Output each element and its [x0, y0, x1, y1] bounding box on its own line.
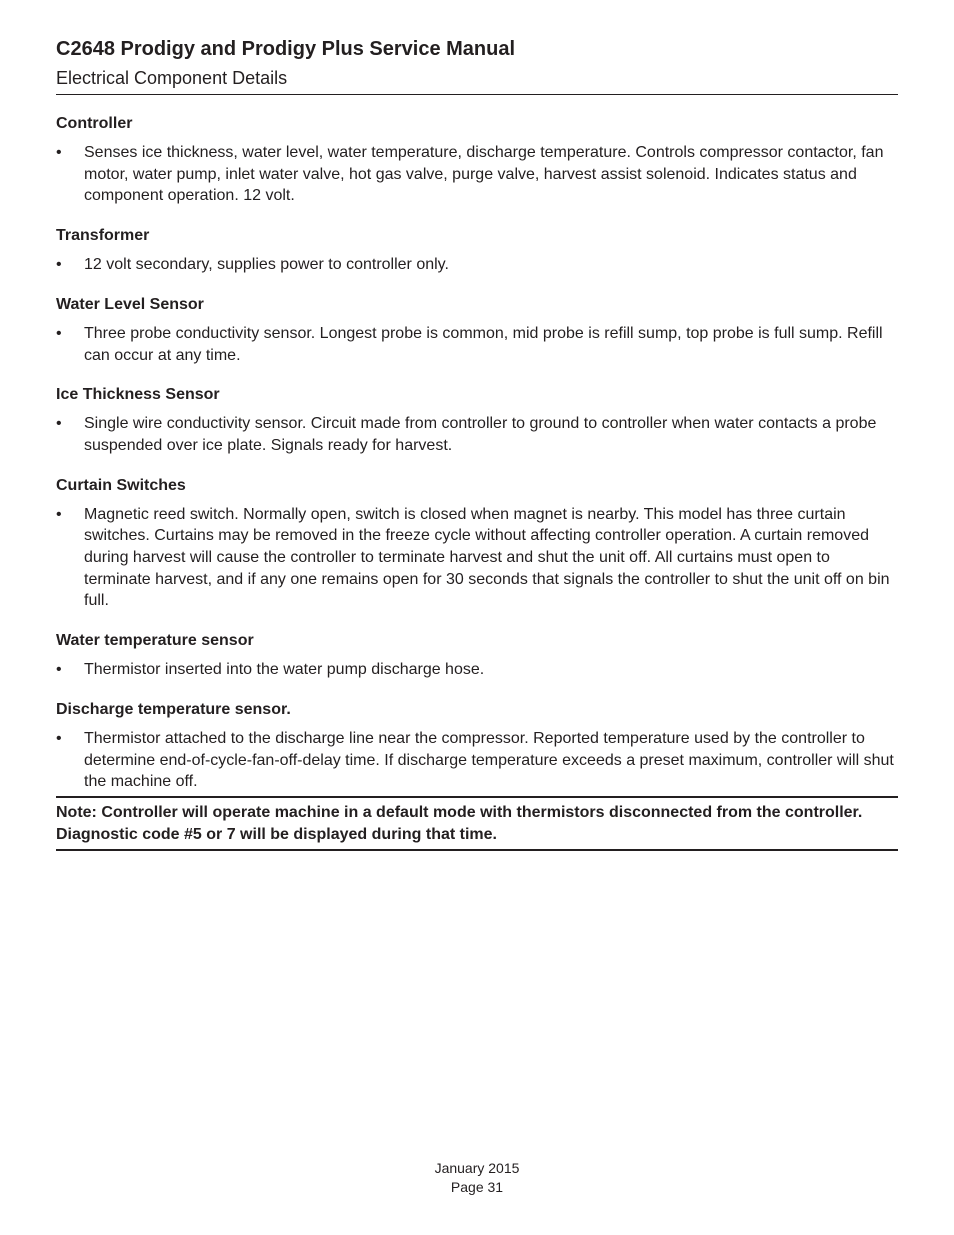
list-item-text: Single wire conductivity sensor. Circuit made from controller to ground to controller when water contacts a probe suspended over ice plate. Signals ready for harvest. [84, 415, 877, 454]
list-item [56, 142, 898, 207]
list-item-text: 12 volt secondary, supplies power to controller only. [84, 256, 449, 274]
section-heading: Discharge temperature sensor. [56, 700, 291, 718]
bullet-icon: • [56, 324, 62, 342]
list-item [56, 323, 898, 366]
list-item-text: Thermistor inserted into the water pump discharge hose. [84, 661, 485, 679]
section-heading: Controller [56, 115, 133, 132]
document-page [56, 36, 898, 851]
list-item [56, 504, 898, 613]
note-box: Note: Controller will operate machine in a default mode with thermistors disconnected from the controller. Diagnostic code #5 or 7 will be displayed during that time. [56, 796, 898, 851]
list-item [56, 254, 898, 276]
list-item [56, 728, 898, 793]
section-water-level-sensor [56, 294, 898, 366]
bullet-icon: • [56, 661, 62, 679]
list-item [56, 659, 898, 681]
list-item-text: Three probe conductivity sensor. Longest probe is common, mid probe is refill sump, top probe is full sump. Refill can occur at any time. [84, 324, 883, 364]
page-footer [0, 1159, 954, 1197]
bullet-icon: • [56, 256, 62, 274]
section-ice-thickness-sensor [56, 384, 898, 456]
list-item [56, 413, 898, 456]
list-item-text: Senses ice thickness, water level, water temperature, discharge temperature. Controls compressor contactor, fan motor, water pump, inlet water valve, hot gas valve, purge valve, harvest assist solenoid. Indicates status and component operation. 12 volt. [84, 144, 884, 205]
section-heading: Transformer [56, 227, 150, 245]
section-transformer [56, 225, 898, 276]
list-item-text: Magnetic reed switch. Normally open, switch is closed when magnet is nearby. This model has three curtain switches. Curtains may be removed in the freeze cycle without affecting controller operation. A curtain removed during harvest will cause the controller to terminate harvest and shut the unit off. All curtains must open to terminate harvest, and if any one remains open for 30 seconds that signals the controller to shut the unit off on bin full. [84, 505, 890, 610]
section-heading: Ice Thickness Sensor [56, 386, 220, 404]
footer-date: January 2015 [434, 1160, 520, 1176]
section-heading: Curtain Switches [56, 476, 186, 494]
bullet-icon: • [56, 505, 62, 523]
bullet-icon: • [56, 729, 62, 747]
section-heading: Water Level Sensor [56, 295, 204, 313]
section-controller [56, 113, 898, 207]
section-curtain-switches [56, 475, 898, 613]
bullet-icon: • [56, 415, 62, 433]
section-discharge-temperature-sensor [56, 699, 898, 793]
list-item-text: Thermistor attached to the discharge line near the compressor. Reported temperature used by the controller to determine end-of-cycle-fan-off-delay time. If discharge temperature exceeds a preset maximum, controller will shut the machine off. [84, 729, 894, 791]
section-heading: Water temperature sensor [56, 632, 254, 650]
page-number: Page 31 [450, 1179, 504, 1195]
document-title: C2648 Prodigy and Prodigy Plus Service Manual [56, 38, 516, 60]
bullet-icon: • [56, 144, 62, 161]
section-water-temperature-sensor [56, 630, 898, 681]
section-subtitle: Electrical Component Details [56, 66, 898, 95]
